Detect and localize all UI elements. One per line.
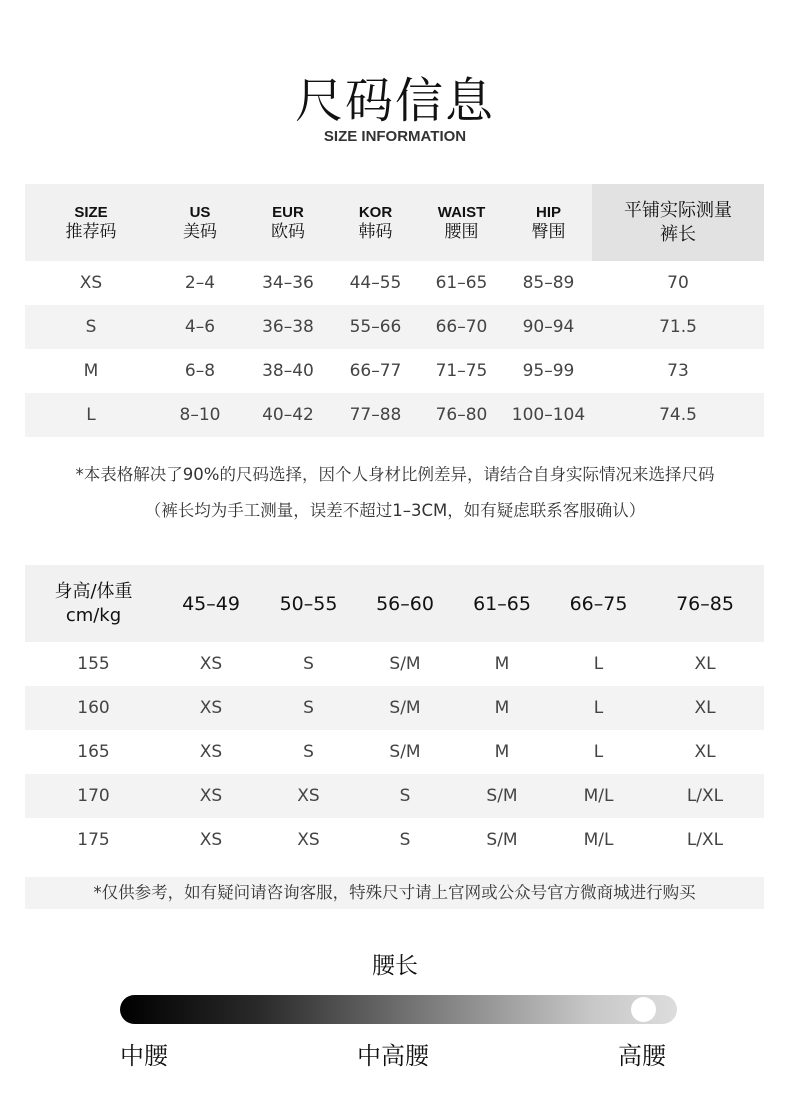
table-cell: 40–42 (262, 405, 314, 425)
table-cell: XL (694, 742, 716, 762)
waist-section-title: 腰长 (372, 953, 418, 979)
table-cell: S/M (486, 830, 518, 850)
table-row (25, 261, 764, 305)
table-cell: S (303, 654, 314, 674)
table-cell: XS (199, 698, 223, 718)
table-cell: L (593, 698, 604, 718)
header-weight-range: 61–65 (473, 592, 531, 615)
table-cell: 170 (77, 786, 110, 806)
table-cell: 71.5 (659, 317, 697, 337)
table-cell: M (83, 361, 99, 381)
table-cell: XS (79, 273, 103, 293)
table-cell: XS (297, 830, 320, 850)
waist-rise-scale (120, 995, 677, 1024)
waist-label-mid-high: 中高腰 (357, 1042, 429, 1070)
size-chart-table (25, 184, 764, 437)
table-cell: S/M (389, 654, 421, 674)
table-cell: 55–66 (349, 317, 402, 337)
header-weight-range: 56–60 (376, 592, 434, 615)
table-row (25, 686, 764, 730)
table-cell: S/M (486, 786, 518, 806)
table-cell: L/XL (686, 830, 724, 850)
waist-label-mid: 中腰 (120, 1042, 168, 1070)
header-weight-range: 45–49 (182, 592, 240, 615)
table-cell: XS (199, 786, 223, 806)
table-cell: 95–99 (522, 361, 575, 381)
header-weight-range: 76–85 (676, 592, 734, 615)
table-cell: 61–65 (435, 273, 488, 293)
table-row (25, 642, 764, 686)
table-cell: 70 (667, 273, 689, 293)
fit-table-header-row (25, 565, 764, 642)
header-weight-range: 66–75 (569, 592, 628, 615)
table-cell: XS (199, 742, 223, 762)
table-cell: L (86, 405, 96, 425)
header-weight-range: 50–55 (279, 592, 338, 615)
table-cell: M (494, 742, 510, 762)
table-cell: 165 (77, 742, 110, 762)
page-subtitle: SIZE INFORMATION (323, 128, 467, 145)
table-cell: M/L (583, 786, 614, 806)
table-cell: 34–36 (262, 273, 314, 293)
table-cell: L (593, 742, 604, 762)
header-kor: KOR 韩码 (358, 203, 393, 242)
table-row (25, 730, 764, 774)
table-cell: 160 (77, 698, 110, 718)
table-cell: 6–8 (184, 361, 216, 381)
table-cell: XS (199, 830, 223, 850)
header-eur: EUR 欧码 (271, 203, 305, 242)
table-row (25, 305, 764, 349)
header-height-weight: 身高/体重 cm/kg (54, 580, 133, 626)
header-hip: HIP 臀围 (531, 203, 566, 242)
table-cell: XS (199, 654, 223, 674)
table-cell: 71–75 (435, 361, 488, 381)
size-note: *本表格解决了90%的尺码选择，因个人身材比例差异，请结合自身实际情况来选择尺码 (75, 465, 715, 484)
table-cell: 66–70 (435, 317, 488, 337)
table-cell: S/M (389, 742, 421, 762)
table-cell: 74.5 (659, 405, 697, 425)
table-cell: S/M (389, 698, 421, 718)
table-cell: S (303, 698, 314, 718)
table-cell: XL (694, 654, 716, 674)
header-pants-length: 平铺实际测量 裤长 (592, 184, 764, 261)
table-cell: S (303, 742, 314, 762)
table-cell: L/XL (686, 786, 724, 806)
table-cell: S (85, 317, 97, 337)
table-row (25, 393, 764, 437)
table-row (25, 818, 764, 862)
header-size: SIZE 推荐码 (65, 203, 117, 242)
reference-note: *仅供参考，如有疑问请咨询客服，特殊尺寸请上官网或公众号官方微商城进行购买 (25, 877, 764, 909)
table-cell: L (593, 654, 604, 674)
measurement-note: （裤长均为手工测量，误差不超过1–3CM，如有疑虑联系客服确认） (144, 501, 646, 520)
table-cell: 77–88 (349, 405, 402, 425)
table-cell: 90–94 (522, 317, 575, 337)
table-cell: S (399, 830, 411, 850)
table-cell: 175 (77, 830, 110, 850)
table-cell: 76–80 (435, 405, 488, 425)
table-cell: 36–38 (262, 317, 314, 337)
height-weight-table (25, 565, 764, 862)
table-cell: S (399, 786, 411, 806)
table-row (25, 349, 764, 393)
table-cell: M (494, 654, 510, 674)
table-cell: M/L (583, 830, 614, 850)
header-waist: WAIST 腰围 (437, 203, 486, 242)
page-title: 尺码信息 (294, 73, 495, 129)
table-cell: 44–55 (349, 273, 402, 293)
table-cell: 8–10 (179, 405, 221, 425)
table-cell: 2–4 (184, 273, 216, 293)
table-cell: 4–6 (184, 317, 216, 337)
table-cell: 155 (77, 654, 110, 674)
waist-label-high: 高腰 (618, 1042, 666, 1070)
table-cell: XS (297, 786, 320, 806)
header-us: US 美码 (183, 203, 217, 242)
waist-rise-indicator (631, 997, 656, 1022)
table-cell: 100–104 (511, 405, 586, 425)
table-cell: XL (694, 698, 716, 718)
table-cell: 66–77 (349, 361, 402, 381)
table-cell: 38–40 (262, 361, 314, 381)
table-cell: 85–89 (522, 273, 575, 293)
table-cell: M (494, 698, 510, 718)
table-row (25, 774, 764, 818)
table-cell: 73 (667, 361, 689, 381)
size-table-header-row (25, 184, 764, 261)
